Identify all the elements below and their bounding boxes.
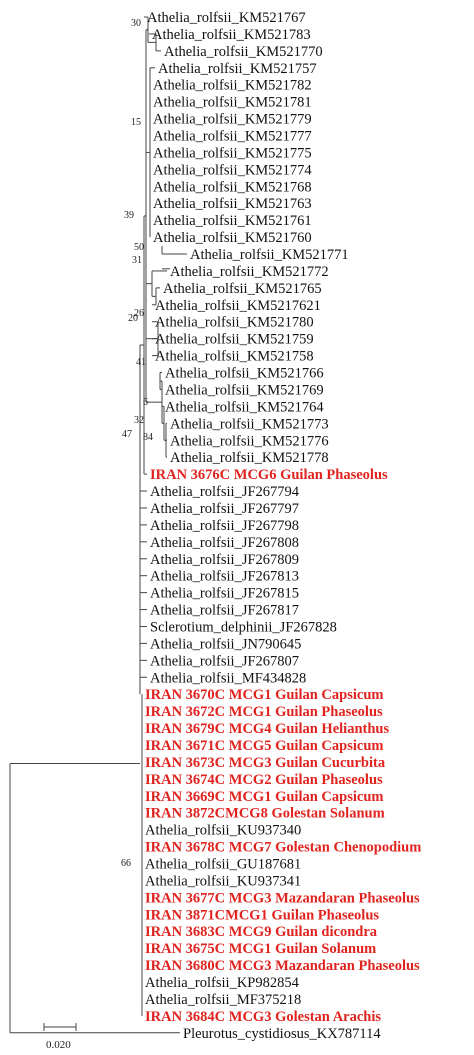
taxon-label: Athelia_rolfsii_KM521769 — [165, 382, 324, 399]
taxon-label: Athelia_rolfsii_KM521780 — [155, 314, 314, 331]
iran-isolate-label: IRAN 3871CMCG1 Guilan Phaseolus — [145, 907, 380, 924]
taxon-label: Athelia_rolfsii_KM521763 — [153, 196, 312, 213]
taxon-label: Athelia_rolfsii_KM521772 — [170, 263, 329, 280]
iran-isolate-label: IRAN 3676C MCG6 Guilan Phaseolus — [150, 467, 388, 484]
iran-isolate-label: IRAN 3675C MCG1 Guilan Solanum — [145, 941, 377, 958]
bootstrap-value: 15 — [131, 117, 141, 128]
taxon-label: Athelia_rolfsii_KM521770 — [164, 43, 323, 60]
taxon-label: Athelia_rolfsii_KM521759 — [155, 331, 314, 348]
taxon-label: Athelia_rolfsii_MF434828 — [150, 670, 307, 687]
taxon-label: Sclerotium_delphinii_JF267828 — [150, 619, 337, 636]
taxon-label: Athelia_rolfsii_JF267809 — [150, 551, 300, 568]
bootstrap-value: 6 — [143, 397, 148, 408]
taxon-label: Athelia_rolfsii_KM521774 — [153, 162, 312, 179]
iran-isolate-label: IRAN 3670C MCG1 Guilan Capsicum — [145, 687, 384, 704]
taxon-label: Athelia_rolfsii_JN790645 — [150, 636, 302, 653]
scale-bar-label: 0.020 — [46, 1039, 71, 1051]
iran-isolate-label: IRAN 3683C MCG9 Guilan dicondra — [145, 924, 378, 941]
bootstrap-value: 32 — [134, 415, 144, 426]
taxon-label: Athelia_rolfsii_KM521778 — [170, 450, 329, 467]
taxon-label: Athelia_rolfsii_GU187681 — [145, 856, 302, 873]
iran-isolate-label: IRAN 3684C MCG3 Golestan Arachis — [145, 1008, 382, 1025]
taxon-label: Athelia_rolfsii_KM521782 — [153, 77, 312, 94]
iran-isolate-label: IRAN 3872CMCG8 Golestan Solanum — [145, 805, 385, 822]
bootstrap-value: 66 — [121, 858, 131, 869]
bootstrap-value: 20 — [128, 313, 138, 324]
taxon-label: Athelia_rolfsii_JF267817 — [150, 602, 300, 619]
iran-isolate-label: IRAN 3680C MCG3 Mazandaran Phaseolus — [145, 958, 420, 975]
bootstrap-value: 30 — [131, 18, 141, 29]
taxon-label: Athelia_rolfsii_KM521771 — [190, 247, 349, 264]
taxon-label: Athelia_rolfsii_KU937340 — [145, 822, 302, 839]
iran-isolate-label: IRAN 3672C MCG1 Guilan Phaseolus — [145, 704, 383, 721]
taxon-label: Athelia_rolfsii_KM521766 — [165, 365, 324, 382]
taxon-label: Athelia_rolfsii_KM521773 — [170, 416, 329, 433]
iran-isolate-label: IRAN 3678C MCG7 Golestan Chenopodium — [145, 839, 422, 856]
taxon-label: Athelia_rolfsii_KM521779 — [153, 111, 312, 128]
taxon-label: Athelia_rolfsii_KM521757 — [158, 60, 317, 77]
taxon-labels — [145, 10, 421, 1042]
iran-isolate-label: IRAN 3673C MCG3 Guilan Cucurbita — [145, 754, 386, 771]
taxon-label: Athelia_rolfsii_JF267815 — [150, 585, 300, 602]
taxon-label: Athelia_rolfsii_JF267808 — [150, 534, 300, 551]
taxon-label: Athelia_rolfsii_KM521765 — [163, 280, 322, 297]
bootstrap-value: 41 — [136, 357, 146, 368]
taxon-label: Athelia_rolfsii_KM521764 — [165, 399, 324, 416]
iran-isolate-label: IRAN 3671C MCG5 Guilan Capsicum — [145, 737, 384, 754]
iran-isolate-label: IRAN 3679C MCG4 Guilan Helianthus — [145, 721, 390, 738]
taxon-label: Athelia_rolfsii_KM521775 — [153, 145, 312, 162]
bootstrap-value: 31 — [132, 255, 142, 266]
taxon-label: Athelia_rolfsii_KM521758 — [155, 348, 314, 365]
taxon-label: Athelia_rolfsii_KM521777 — [153, 128, 312, 145]
iran-isolate-label: IRAN 3674C MCG2 Guilan Phaseolus — [145, 771, 383, 788]
taxon-label: Athelia_rolfsii_KM521776 — [170, 433, 329, 450]
bootstrap-value: 26 — [134, 308, 144, 319]
taxon-label: Athelia_rolfsii_JF267797 — [150, 500, 300, 517]
taxon-label: Athelia_rolfsii_KM521760 — [153, 230, 312, 247]
iran-isolate-label: IRAN 3677C MCG3 Mazandaran Phaseolus — [145, 890, 420, 907]
iran-isolate-label: IRAN 3669C MCG1 Guilan Capsicum — [145, 788, 384, 805]
taxon-label: Pleurotus_cystidiosus_KX787114 — [183, 1025, 381, 1042]
taxon-label: Athelia_rolfsii_KM521768 — [153, 179, 312, 196]
bootstrap-value: 50 — [134, 242, 144, 253]
taxon-label: Athelia_rolfsii_JF267794 — [150, 484, 300, 501]
taxon-label: Athelia_rolfsii_KM5217621 — [155, 297, 321, 314]
bootstrap-value: 47 — [122, 429, 132, 440]
taxon-label: Athelia_rolfsii_KM521781 — [153, 94, 312, 111]
taxon-label: Athelia_rolfsii_MF375218 — [145, 991, 302, 1008]
taxon-label: Athelia_rolfsii_KM521761 — [153, 213, 312, 230]
taxon-label: Athelia_rolfsii_JF267813 — [150, 568, 300, 585]
taxon-label: Athelia_rolfsii_KM521783 — [152, 26, 311, 43]
scale-bar — [44, 1023, 76, 1051]
taxon-label: Athelia_rolfsii_JF267798 — [150, 517, 300, 534]
bootstrap-value: 39 — [124, 210, 134, 221]
taxon-label: Athelia_rolfsii_KM521767 — [147, 10, 306, 26]
taxon-label: Athelia_rolfsii_KP982854 — [145, 975, 299, 992]
taxon-label: Athelia_rolfsii_KU937341 — [145, 873, 302, 890]
taxon-label: Athelia_rolfsii_JF267807 — [150, 653, 300, 670]
bootstrap-value: 84 — [143, 432, 153, 443]
